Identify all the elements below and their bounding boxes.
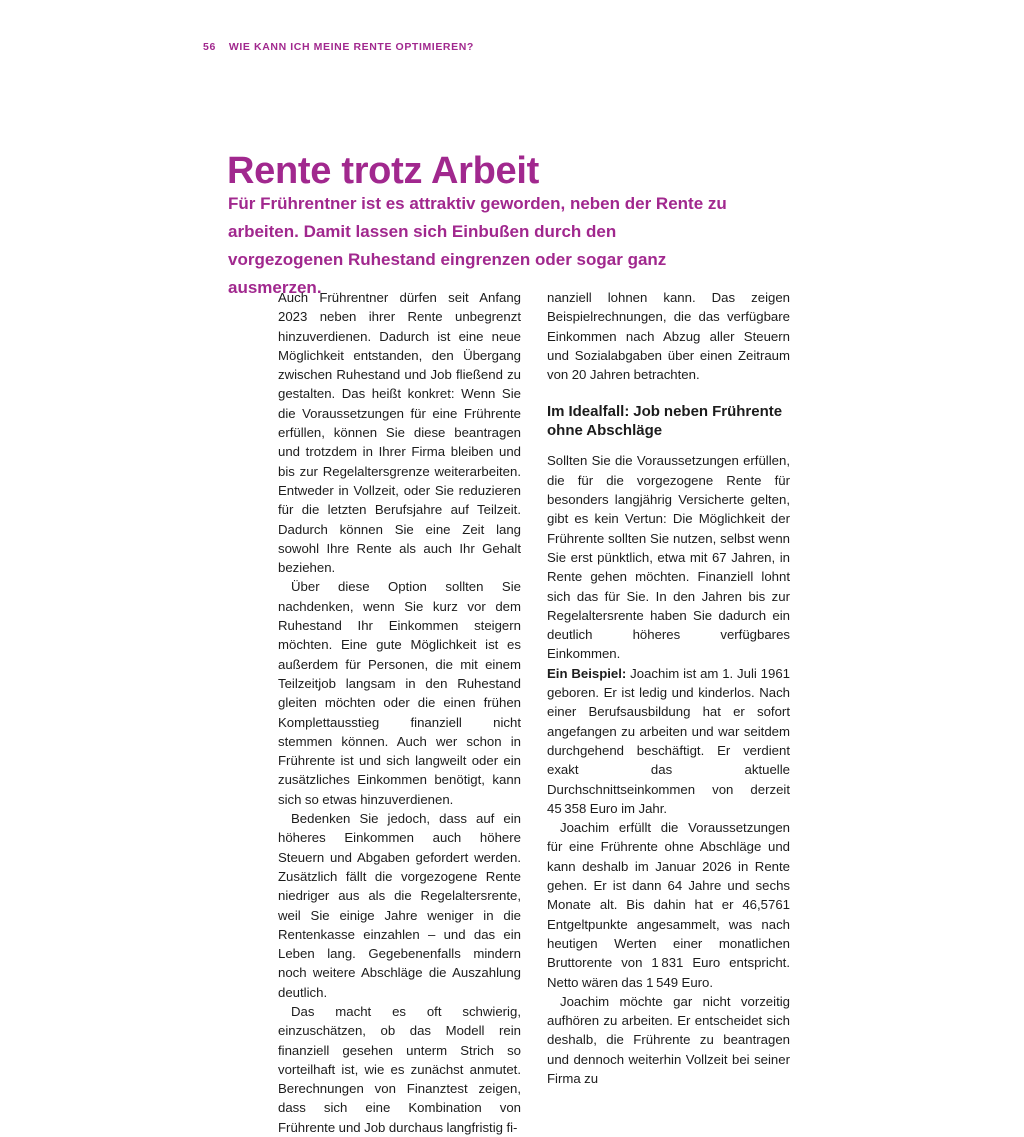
- body-paragraph: Das macht es oft schwierig, einzuschätzen, ob das Modell rein finanziell gesehen unterm Strich so vorteilhaft ist, wie es zunächst anmutet. Berechnungen von Finanztest zeigen, dass sich eine Kombination von Frührente und Job durchaus langfristig fi-: [278, 1003, 521, 1135]
- running-header: [203, 41, 474, 53]
- example-text: Joachim ist am 1. Juli 1961 geboren. Er ist ledig und kinderlos. Nach einer Berufsausbildung hat er sofort angefangen zu arbeiten und war seitdem durchgehend beschäftigt. Er verdient exakt das aktuelle Durchschnittseinkommen von derzeit 45 358 Euro im Jahr.: [547, 665, 790, 816]
- page-number: 56: [203, 41, 216, 53]
- example-label: Ein Beispiel:: [547, 665, 627, 681]
- article-body: [278, 288, 791, 1137]
- body-paragraph: Über diese Option sollten Sie nachdenken, wenn Sie kurz vor dem Ruhestand Ihr Einkommen steigern möchten. Eine gute Möglichkeit ist es außerdem für Personen, die mit einem Teilzeitjob langsam in den Ruhestand gleiten möchten oder die einen frühen Komplettausstieg finanziell nicht stemmen können. Auch wer schon in Frührente ist und sich langweilt oder ein zusätzliches Einkommen benötigt, kann sich so etwas hinzuverdienen.: [278, 579, 521, 807]
- example-paragraph: [547, 664, 790, 818]
- body-paragraph: Joachim möchte gar nicht vorzeitig aufhören zu arbeiten. Er entscheidet sich deshalb, die Frührente zu beantragen und dennoch weiterhin Vollzeit bei seiner Firma zu: [547, 993, 790, 1086]
- running-head-title: WIE KANN ICH MEINE RENTE OPTIMIEREN?: [228, 41, 474, 53]
- article-title: Rente trotz Arbeit: [227, 150, 539, 193]
- right-column: [547, 288, 790, 1137]
- body-paragraph: Bedenken Sie jedoch, dass auf ein höheres Einkommen auch höhere Steuern und Abgaben gefordert werden. Zusätzlich fällt die vorgezogene Rente niedriger aus als die Regelaltersrente, weil Sie einige Jahre weniger in die Rentenkasse einzahlen – und das ein Leben lang. Gegebenenfalls mindern noch weitere Abschläge die Auszahlung deutlich.: [278, 811, 521, 1000]
- lead-paragraph: Für Frührentner ist es attraktiv geworden, neben der Rente zu arbeiten. Damit lassen sich Einbußen durch den vorgezogenen Ruhestand eingrenzen oder sogar ganz ausmerzen.: [228, 194, 727, 297]
- body-paragraph: Auch Frührentner dürfen seit Anfang 2023 neben ihrer Rente unbegrenzt hinzuverdienen. Dadurch ist eine neue Möglichkeit entstanden, den Übergang zwischen Ruhestand und Job fließend zu gestalten. Das heißt konkret: Wenn Sie die Voraussetzungen für eine Frührente erfüllen, können Sie diese beantragen und trotzdem in Ihrer Firma bleiben und bis zur Regelaltersgrenze weiterarbeiten. Entweder in Vollzeit, oder Sie reduzieren für die letzten Berufsjahre auf Teilzeit. Dadurch können Sie eine Zeit lang sowohl Ihre Rente als auch Ihr Gehalt beziehen.: [278, 290, 521, 576]
- body-paragraph: nanziell lohnen kann. Das zeigen Beispielrechnungen, die das verfügbare Einkommen nach Abzug aller Steuern und Sozialabgaben über einen Zeitraum von 20 Jahren betrachten.: [547, 290, 790, 383]
- left-column: [278, 288, 521, 1137]
- body-paragraph: Sollten Sie die Voraussetzungen erfüllen, die für die vorgezogene Rente für besonders langjährig Versicherte gelten, gibt es kein Vertun: Die Möglichkeit der Frührente sollten Sie nutzen, selbst wenn Sie erst pünktlich, etwa mit 67 Jahren, in Rente gehen möchten. Finanziell lohnt sich das für Sie. In den Jahren bis zur Regelaltersrente haben Sie dadurch ein deutlich höheres verfügbares Einkommen.: [547, 453, 790, 662]
- section-heading: Im Idealfall: Job neben Frührente ohne Abschläge: [547, 403, 783, 440]
- body-paragraph: Joachim erfüllt die Voraussetzungen für eine Frührente ohne Abschläge und kann deshalb im Januar 2026 in Rente gehen. Er ist dann 64 Jahre und sechs Monate alt. Bis dahin hat er 46,5761 Entgeltpunkte angesammelt, was nach heutigen Werten einer monatlichen Bruttorente von 1 831 Euro entspricht. Netto wären das 1 549 Euro.: [547, 820, 790, 990]
